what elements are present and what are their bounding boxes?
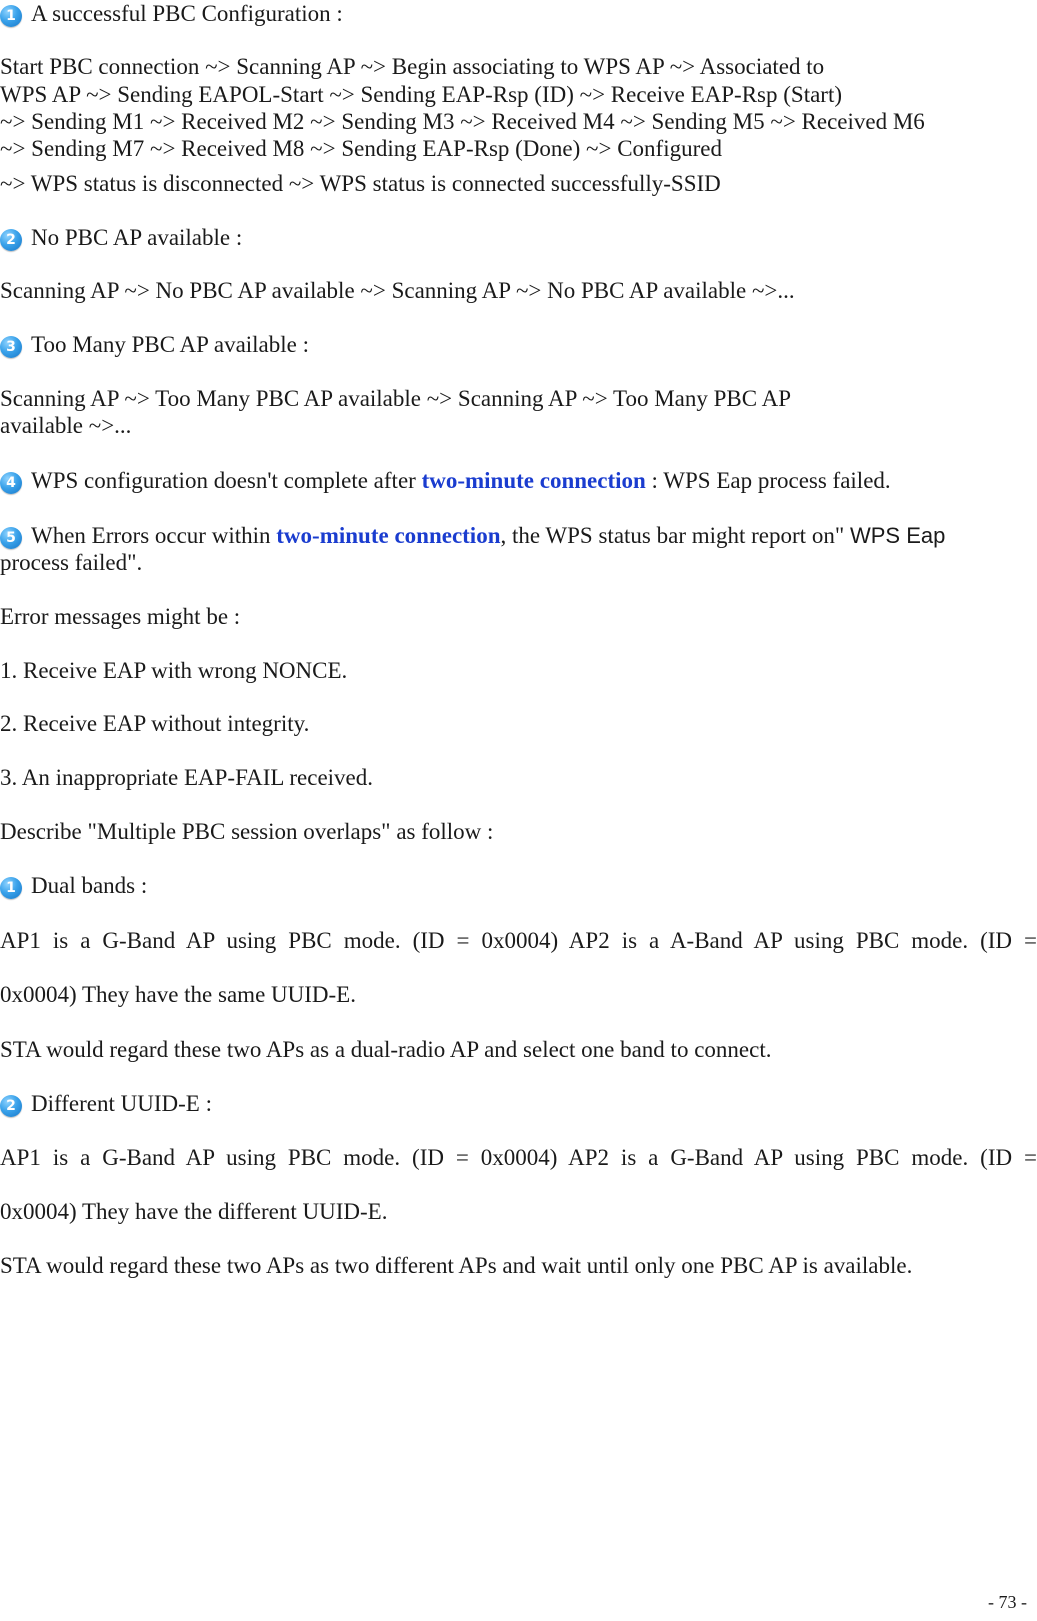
paragraph-line: Scanning AP ~> Too Many PBC AP available ~> Scanning AP ~> Too Many PBC AP	[0, 386, 791, 411]
error-message-item: 2. Receive EAP without integrity.	[0, 711, 310, 736]
number-two-icon: 2	[0, 229, 22, 251]
paragraph-line: Start PBC connection ~> Scanning AP ~> Begin associating to WPS AP ~> Associated to	[0, 54, 825, 79]
paragraph-line: STA would regard these two APs as a dual-radio AP and select one band to connect.	[0, 1037, 772, 1062]
paragraph-line: available ~>...	[0, 413, 132, 438]
text-segment-sans: WPS Eap	[849, 523, 946, 548]
paragraph-errors-within	[0, 522, 945, 550]
heading-text: Too Many PBC AP available :	[31, 332, 309, 357]
paragraph-line: AP1 is a G-Band AP using PBC mode. (ID = 0x0004) AP2 is a G-Band AP using PBC mode. (ID =	[0, 1145, 1037, 1170]
highlight-term: two-minute connection	[276, 523, 501, 548]
number-one-icon: 1	[0, 5, 22, 27]
heading-text: Different UUID-E :	[31, 1091, 212, 1116]
heading-text: A successful PBC Configuration :	[31, 1, 343, 26]
heading-text: No PBC AP available :	[31, 225, 243, 250]
paragraph-line: ~> WPS status is disconnected ~> WPS status is connected successfully-SSID	[0, 171, 721, 196]
error-message-item: 3. An inappropriate EAP-FAIL received.	[0, 765, 373, 790]
number-two-icon: 2	[0, 1095, 22, 1117]
heading-text: Dual bands :	[31, 873, 148, 898]
heading-different-uuid	[0, 1090, 212, 1118]
number-five-icon: 5	[0, 527, 22, 549]
paragraph-line: ~> Sending M7 ~> Received M8 ~> Sending EAP-Rsp (Done) ~> Configured	[0, 136, 722, 161]
error-messages-intro: Error messages might be :	[0, 604, 241, 629]
page-number: - 73 -	[988, 1592, 1027, 1612]
paragraph-line: Scanning AP ~> No PBC AP available ~> Scanning AP ~> No PBC AP available ~>...	[0, 278, 795, 303]
heading-dual-bands	[0, 872, 147, 900]
heading-too-many	[0, 331, 309, 359]
paragraph-line: AP1 is a G-Band AP using PBC mode. (ID = 0x0004) AP2 is a A-Band AP using PBC mode. (ID =	[0, 928, 1037, 953]
paragraph-line: ~> Sending M1 ~> Received M2 ~> Sending M3 ~> Received M4 ~> Sending M5 ~> Received M6	[0, 109, 925, 134]
number-one-icon: 1	[0, 877, 22, 899]
paragraph-line: WPS AP ~> Sending EAPOL-Start ~> Sending EAP-Rsp (ID) ~> Receive EAP-Rsp (Start)	[0, 82, 843, 107]
text-segment: When Errors occur within	[31, 523, 277, 548]
error-message-item: 1. Receive EAP with wrong NONCE.	[0, 658, 348, 683]
number-three-icon: 3	[0, 336, 22, 358]
highlight-term: two-minute connection	[421, 468, 646, 493]
paragraph-incomplete	[0, 467, 891, 495]
text-segment: WPS configuration doesn't complete after	[31, 468, 422, 493]
text-segment: , the WPS status bar might report on"	[500, 523, 850, 548]
paragraph-line: 0x0004) They have the different UUID-E.	[0, 1199, 388, 1224]
heading-pbc-success	[0, 0, 343, 28]
heading-no-pbc	[0, 224, 242, 252]
text-segment: : WPS Eap process failed.	[645, 468, 891, 493]
paragraph-line: STA would regard these two APs as two different APs and wait until only one PBC AP is available.	[0, 1253, 913, 1278]
overlap-intro: Describe "Multiple PBC session overlaps" as follow :	[0, 819, 494, 844]
paragraph-line: process failed".	[0, 550, 143, 575]
paragraph-line: 0x0004) They have the same UUID-E.	[0, 982, 356, 1007]
number-four-icon: 4	[0, 472, 22, 494]
